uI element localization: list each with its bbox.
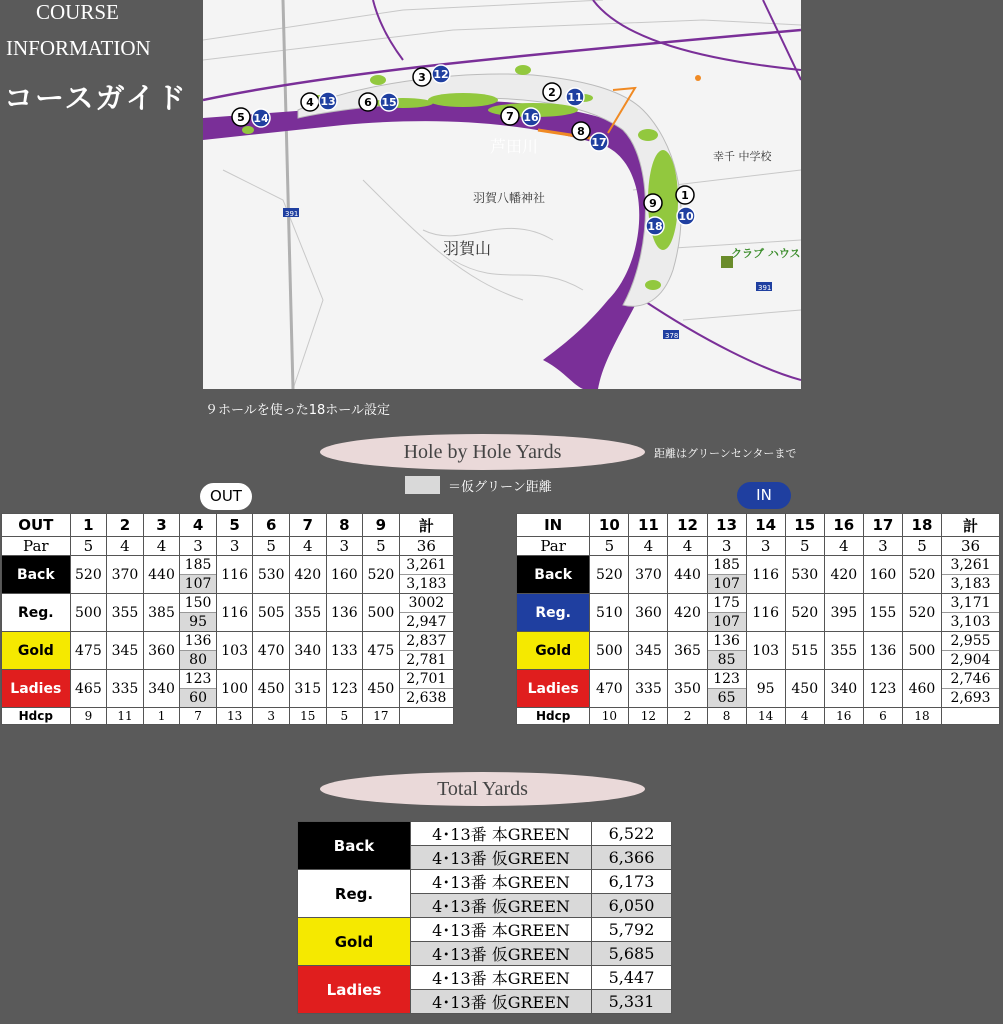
temp-green-total: 6,366: [592, 846, 672, 870]
hole-yardage: 450: [253, 670, 290, 708]
main-green-yardage: 185: [713, 557, 740, 573]
main-green-name: 4･13番 本GREEN: [411, 966, 592, 990]
total-yardage: [942, 594, 1000, 632]
tee-label: Ladies: [517, 670, 590, 708]
hole-yardage: 450: [785, 670, 824, 708]
temp-green-yardage: 60: [180, 688, 216, 707]
hdcp-cell: 12: [629, 708, 668, 725]
hdcp-cell: 14: [746, 708, 785, 725]
total-yardage: [399, 556, 453, 594]
hole-yardage: 530: [253, 556, 290, 594]
total-row: [298, 870, 672, 894]
par-cell: 5: [363, 537, 400, 556]
clubhouse-label: クラブ ハウス: [731, 247, 801, 260]
header-cell: 10: [590, 514, 629, 537]
hole-yardage: 123: [863, 670, 902, 708]
hdcp-cell: 8: [707, 708, 746, 725]
par-cell: 4: [289, 537, 326, 556]
hdcp-cell: 1: [143, 708, 180, 725]
header-information: INFORMATION: [6, 36, 151, 60]
header-cell: OUT: [2, 514, 71, 537]
road-label-391a: 391: [285, 210, 299, 218]
main-green-total: 5,447: [592, 966, 672, 990]
legend-text: ＝仮グリーン距離: [448, 480, 552, 495]
par-cell: 3: [216, 537, 253, 556]
course-map-svg: [203, 0, 801, 389]
header-cell: 2: [107, 514, 144, 537]
shrine-label: 羽賀八幡神社: [473, 191, 546, 205]
total-tee-label: Reg.: [298, 870, 411, 918]
hole-yardage: 470: [253, 632, 290, 670]
hole-yardage-split: [707, 670, 746, 708]
tee-label: Back: [517, 556, 590, 594]
temp-green-yardage: 95: [180, 612, 216, 631]
temp-green-yardage: 85: [708, 650, 746, 669]
total-main: 2,955: [950, 633, 991, 649]
hole-marker-in-label: 17: [591, 136, 607, 149]
par-cell: 4: [107, 537, 144, 556]
hole-marker-out-label: 4: [306, 96, 314, 109]
hole-yardage: 500: [70, 594, 107, 632]
hdcp-cell: 11: [107, 708, 144, 725]
par-cell: 5: [70, 537, 107, 556]
hole-yardage-split: [180, 594, 217, 632]
hole-yardage: 370: [629, 556, 668, 594]
temp-green-total: 5,685: [592, 942, 672, 966]
tee-row: [517, 632, 1000, 670]
hole-yardage-split: [180, 556, 217, 594]
hole-yardage: 385: [143, 594, 180, 632]
hdcp-cell: 9: [70, 708, 107, 725]
hole-yardage: 350: [668, 670, 707, 708]
total-main: 3,171: [950, 595, 991, 611]
hdcp-empty-cell: [942, 708, 1000, 725]
out-badge: OUT: [200, 483, 252, 510]
hole-yardage: 116: [746, 556, 785, 594]
hole-yardage: 520: [902, 556, 941, 594]
header-course-guide: コースガイド: [4, 81, 188, 115]
header-cell: IN: [517, 514, 590, 537]
out-scorecard: [1, 513, 454, 725]
hole-yardage: 520: [902, 594, 941, 632]
par-cell: 5: [902, 537, 941, 556]
main-green-total: 6,173: [592, 870, 672, 894]
hole-yardage: 116: [216, 556, 253, 594]
header-cell: 3: [143, 514, 180, 537]
hole-yardage: 100: [216, 670, 253, 708]
par-cell: 3: [180, 537, 217, 556]
header-cell: 14: [746, 514, 785, 537]
hole-yardage: 460: [902, 670, 941, 708]
hole-yardage: 510: [590, 594, 629, 632]
total-alt: 2,947: [400, 612, 453, 631]
total-yards-table: [297, 821, 672, 1014]
hole-yardage: 340: [289, 632, 326, 670]
temp-green-yardage: 65: [708, 688, 746, 707]
hole-yardage-split: [707, 594, 746, 632]
par-cell: 3: [863, 537, 902, 556]
hole-yardage: 103: [746, 632, 785, 670]
hole-yardage: 340: [143, 670, 180, 708]
hdcp-cell: 5: [326, 708, 363, 725]
temp-green-name: 4･13番 仮GREEN: [411, 894, 592, 918]
hole-marker-in-label: 15: [381, 96, 397, 109]
header-cell: 計: [399, 514, 453, 537]
header-row: [2, 514, 454, 537]
main-green-yardage: 136: [184, 633, 212, 649]
hole-marker-in-label: 10: [678, 210, 694, 223]
temp-green-yardage: 107: [708, 574, 746, 593]
hole-yardage: 160: [863, 556, 902, 594]
river-label: 芦田川: [490, 137, 539, 156]
par-cell: 4: [668, 537, 707, 556]
hdcp-cell: Hdcp: [517, 708, 590, 725]
main-green-yardage: 150: [184, 595, 212, 611]
section-title-hole-by-hole: Hole by Hole Yards: [320, 434, 645, 470]
main-green-name: 4･13番 本GREEN: [411, 870, 592, 894]
total-yardage: [942, 632, 1000, 670]
hole-yardage: 520: [70, 556, 107, 594]
road-label-391b: 391: [758, 284, 772, 292]
hole-marker-in-label: 11: [567, 91, 583, 104]
main-green-yardage: 123: [713, 671, 740, 687]
main-green-name: 4･13番 本GREEN: [411, 822, 592, 846]
hole-yardage: 103: [216, 632, 253, 670]
hole-yardage: 340: [824, 670, 863, 708]
temp-green-total: 6,050: [592, 894, 672, 918]
hole-yardage: 95: [746, 670, 785, 708]
hdcp-cell: 15: [289, 708, 326, 725]
total-alt: 3,103: [942, 612, 999, 631]
header-cell: 13: [707, 514, 746, 537]
header-cell: 8: [326, 514, 363, 537]
hole-marker-in-label: 18: [647, 220, 663, 233]
hdcp-cell: 16: [824, 708, 863, 725]
header-cell: 12: [668, 514, 707, 537]
hole-yardage: 360: [143, 632, 180, 670]
hdcp-cell: 2: [668, 708, 707, 725]
hole-yardage-split: [707, 632, 746, 670]
hole-yardage: 123: [326, 670, 363, 708]
total-tee-label: Ladies: [298, 966, 411, 1014]
hole-yardage: 136: [326, 594, 363, 632]
in-badge: IN: [737, 482, 791, 509]
hole-yardage: 500: [590, 632, 629, 670]
total-main: 2,746: [950, 671, 991, 687]
hole-yardage: 520: [590, 556, 629, 594]
header-cell: 11: [629, 514, 668, 537]
hole-yardage: 440: [143, 556, 180, 594]
distance-note: 距離はグリーンセンターまで: [654, 447, 797, 460]
header-cell: 17: [863, 514, 902, 537]
main-green-yardage: 175: [713, 595, 740, 611]
total-main: 2,837: [406, 633, 447, 649]
header-cell: 1: [70, 514, 107, 537]
par-cell: 3: [746, 537, 785, 556]
hdcp-cell: 13: [216, 708, 253, 725]
header-cell: 9: [363, 514, 400, 537]
hole-marker-out-label: 3: [418, 71, 426, 84]
hole-yardage: 315: [289, 670, 326, 708]
header-course: COURSE: [36, 0, 119, 24]
main-green-total: 5,792: [592, 918, 672, 942]
hdcp-cell: 17: [363, 708, 400, 725]
total-tee-label: Back: [298, 822, 411, 870]
temp-green-total: 5,331: [592, 990, 672, 1014]
par-cell: 5: [785, 537, 824, 556]
hole-yardage: 335: [629, 670, 668, 708]
hole-yardage: 355: [824, 632, 863, 670]
total-yardage: [399, 632, 453, 670]
hdcp-row: [2, 708, 454, 725]
par-cell: 4: [143, 537, 180, 556]
hole-yardage: 133: [326, 632, 363, 670]
hdcp-cell: 10: [590, 708, 629, 725]
par-cell: 5: [590, 537, 629, 556]
par-cell: 4: [629, 537, 668, 556]
temp-green-yardage: 107: [708, 612, 746, 631]
road-label-378: 378: [665, 332, 679, 340]
hdcp-empty-cell: [399, 708, 453, 725]
total-alt: 2,781: [400, 650, 453, 669]
hole-yardage: 335: [107, 670, 144, 708]
hole-yardage: 420: [824, 556, 863, 594]
tee-row: [2, 556, 454, 594]
hdcp-cell: 3: [253, 708, 290, 725]
hole-yardage: 505: [253, 594, 290, 632]
legend-swatch: [405, 476, 440, 494]
tee-label: Reg.: [517, 594, 590, 632]
hole-yardage: 450: [363, 670, 400, 708]
hole-yardage: 515: [785, 632, 824, 670]
tee-row: [2, 632, 454, 670]
main-green-total: 6,522: [592, 822, 672, 846]
total-alt: 3,183: [400, 574, 453, 593]
total-alt: 2,904: [942, 650, 999, 669]
hole-yardage: 520: [363, 556, 400, 594]
header-cell: 6: [253, 514, 290, 537]
hole-yardage: 395: [824, 594, 863, 632]
hole-yardage: 475: [363, 632, 400, 670]
hole-yardage: 116: [216, 594, 253, 632]
hole-yardage: 500: [902, 632, 941, 670]
hole-yardage: 355: [289, 594, 326, 632]
par-cell: Par: [517, 537, 590, 556]
hole-yardage: 370: [107, 556, 144, 594]
hdcp-cell: 6: [863, 708, 902, 725]
hdcp-cell: 7: [180, 708, 217, 725]
total-yardage: [942, 556, 1000, 594]
in-scorecard: [516, 513, 1000, 725]
map-caption: ９ホールを使った18ホール設定: [205, 403, 391, 418]
par-cell: 36: [399, 537, 453, 556]
par-row: [517, 537, 1000, 556]
total-main: 3,261: [950, 557, 991, 573]
tee-row: [517, 556, 1000, 594]
hole-yardage: 160: [326, 556, 363, 594]
tee-label: Back: [2, 556, 71, 594]
total-row: [298, 918, 672, 942]
hdcp-cell: Hdcp: [2, 708, 71, 725]
tee-row: [2, 594, 454, 632]
tee-label: Gold: [517, 632, 590, 670]
tee-row: [2, 670, 454, 708]
hole-yardage: 345: [107, 632, 144, 670]
hole-yardage: 465: [70, 670, 107, 708]
par-cell: 3: [707, 537, 746, 556]
hdcp-row: [517, 708, 1000, 725]
hole-marker-out-label: 7: [506, 110, 514, 123]
temp-green-name: 4･13番 仮GREEN: [411, 846, 592, 870]
main-green-yardage: 136: [713, 633, 740, 649]
hole-marker-in-label: 12: [433, 68, 449, 81]
header-cell: 15: [785, 514, 824, 537]
temp-green-name: 4･13番 仮GREEN: [411, 942, 592, 966]
hdcp-cell: 4: [785, 708, 824, 725]
total-yardage: [399, 670, 453, 708]
hole-yardage: 116: [746, 594, 785, 632]
hole-yardage: 136: [863, 632, 902, 670]
hole-yardage: 420: [289, 556, 326, 594]
hole-yardage: 420: [668, 594, 707, 632]
hole-yardage: 475: [70, 632, 107, 670]
section-title-total: Total Yards: [320, 772, 645, 806]
hole-marker-out-label: 6: [364, 96, 372, 109]
main-green-name: 4･13番 本GREEN: [411, 918, 592, 942]
hole-yardage: 520: [785, 594, 824, 632]
hole-marker-in-label: 13: [320, 95, 336, 108]
temp-green-yardage: 80: [180, 650, 216, 669]
hole-marker-out-label: 9: [649, 197, 657, 210]
par-cell: 5: [253, 537, 290, 556]
total-alt: 2,693: [942, 688, 999, 707]
total-row: [298, 822, 672, 846]
total-main: 2,701: [406, 671, 447, 687]
hole-yardage: 355: [107, 594, 144, 632]
hole-yardage: 360: [629, 594, 668, 632]
total-row: [298, 966, 672, 990]
hole-yardage-split: [180, 670, 217, 708]
school-label: 幸千 中学校: [713, 150, 772, 163]
mountain-label: 羽賀山: [443, 239, 492, 258]
total-alt: 3,183: [942, 574, 999, 593]
hole-yardage-split: [707, 556, 746, 594]
par-cell: 4: [824, 537, 863, 556]
total-main: 3002: [408, 595, 445, 611]
hole-marker-in-label: 14: [253, 112, 269, 125]
hole-marker-out-label: 2: [548, 86, 556, 99]
par-cell: Par: [2, 537, 71, 556]
tee-label: Reg.: [2, 594, 71, 632]
tee-row: [517, 670, 1000, 708]
hole-yardage: 500: [363, 594, 400, 632]
main-green-yardage: 185: [184, 557, 212, 573]
course-map: [203, 0, 801, 389]
hole-yardage: 345: [629, 632, 668, 670]
total-yardage: [399, 594, 453, 632]
hole-marker-out-label: 5: [237, 111, 245, 124]
par-row: [2, 537, 454, 556]
hole-marker-out-label: 8: [577, 125, 585, 138]
hole-yardage-split: [180, 632, 217, 670]
header-cell: 7: [289, 514, 326, 537]
par-cell: 36: [942, 537, 1000, 556]
hole-yardage: 530: [785, 556, 824, 594]
header-cell: 4: [180, 514, 217, 537]
tee-label: Gold: [2, 632, 71, 670]
hole-yardage: 155: [863, 594, 902, 632]
hole-marker-out-label: 1: [681, 189, 689, 202]
temp-green-yardage: 107: [180, 574, 216, 593]
tee-label: Ladies: [2, 670, 71, 708]
hdcp-cell: 18: [902, 708, 941, 725]
hole-yardage: 440: [668, 556, 707, 594]
header-cell: 計: [942, 514, 1000, 537]
total-tee-label: Gold: [298, 918, 411, 966]
header-cell: 5: [216, 514, 253, 537]
total-yardage: [942, 670, 1000, 708]
header-cell: 16: [824, 514, 863, 537]
tee-row: [517, 594, 1000, 632]
hole-marker-in-label: 16: [523, 111, 539, 124]
total-main: 3,261: [406, 557, 447, 573]
main-green-yardage: 123: [184, 671, 212, 687]
temp-green-name: 4･13番 仮GREEN: [411, 990, 592, 1014]
header-cell: 18: [902, 514, 941, 537]
hole-yardage: 470: [590, 670, 629, 708]
header-row: [517, 514, 1000, 537]
hole-yardage: 365: [668, 632, 707, 670]
par-cell: 3: [326, 537, 363, 556]
total-alt: 2,638: [400, 688, 453, 707]
